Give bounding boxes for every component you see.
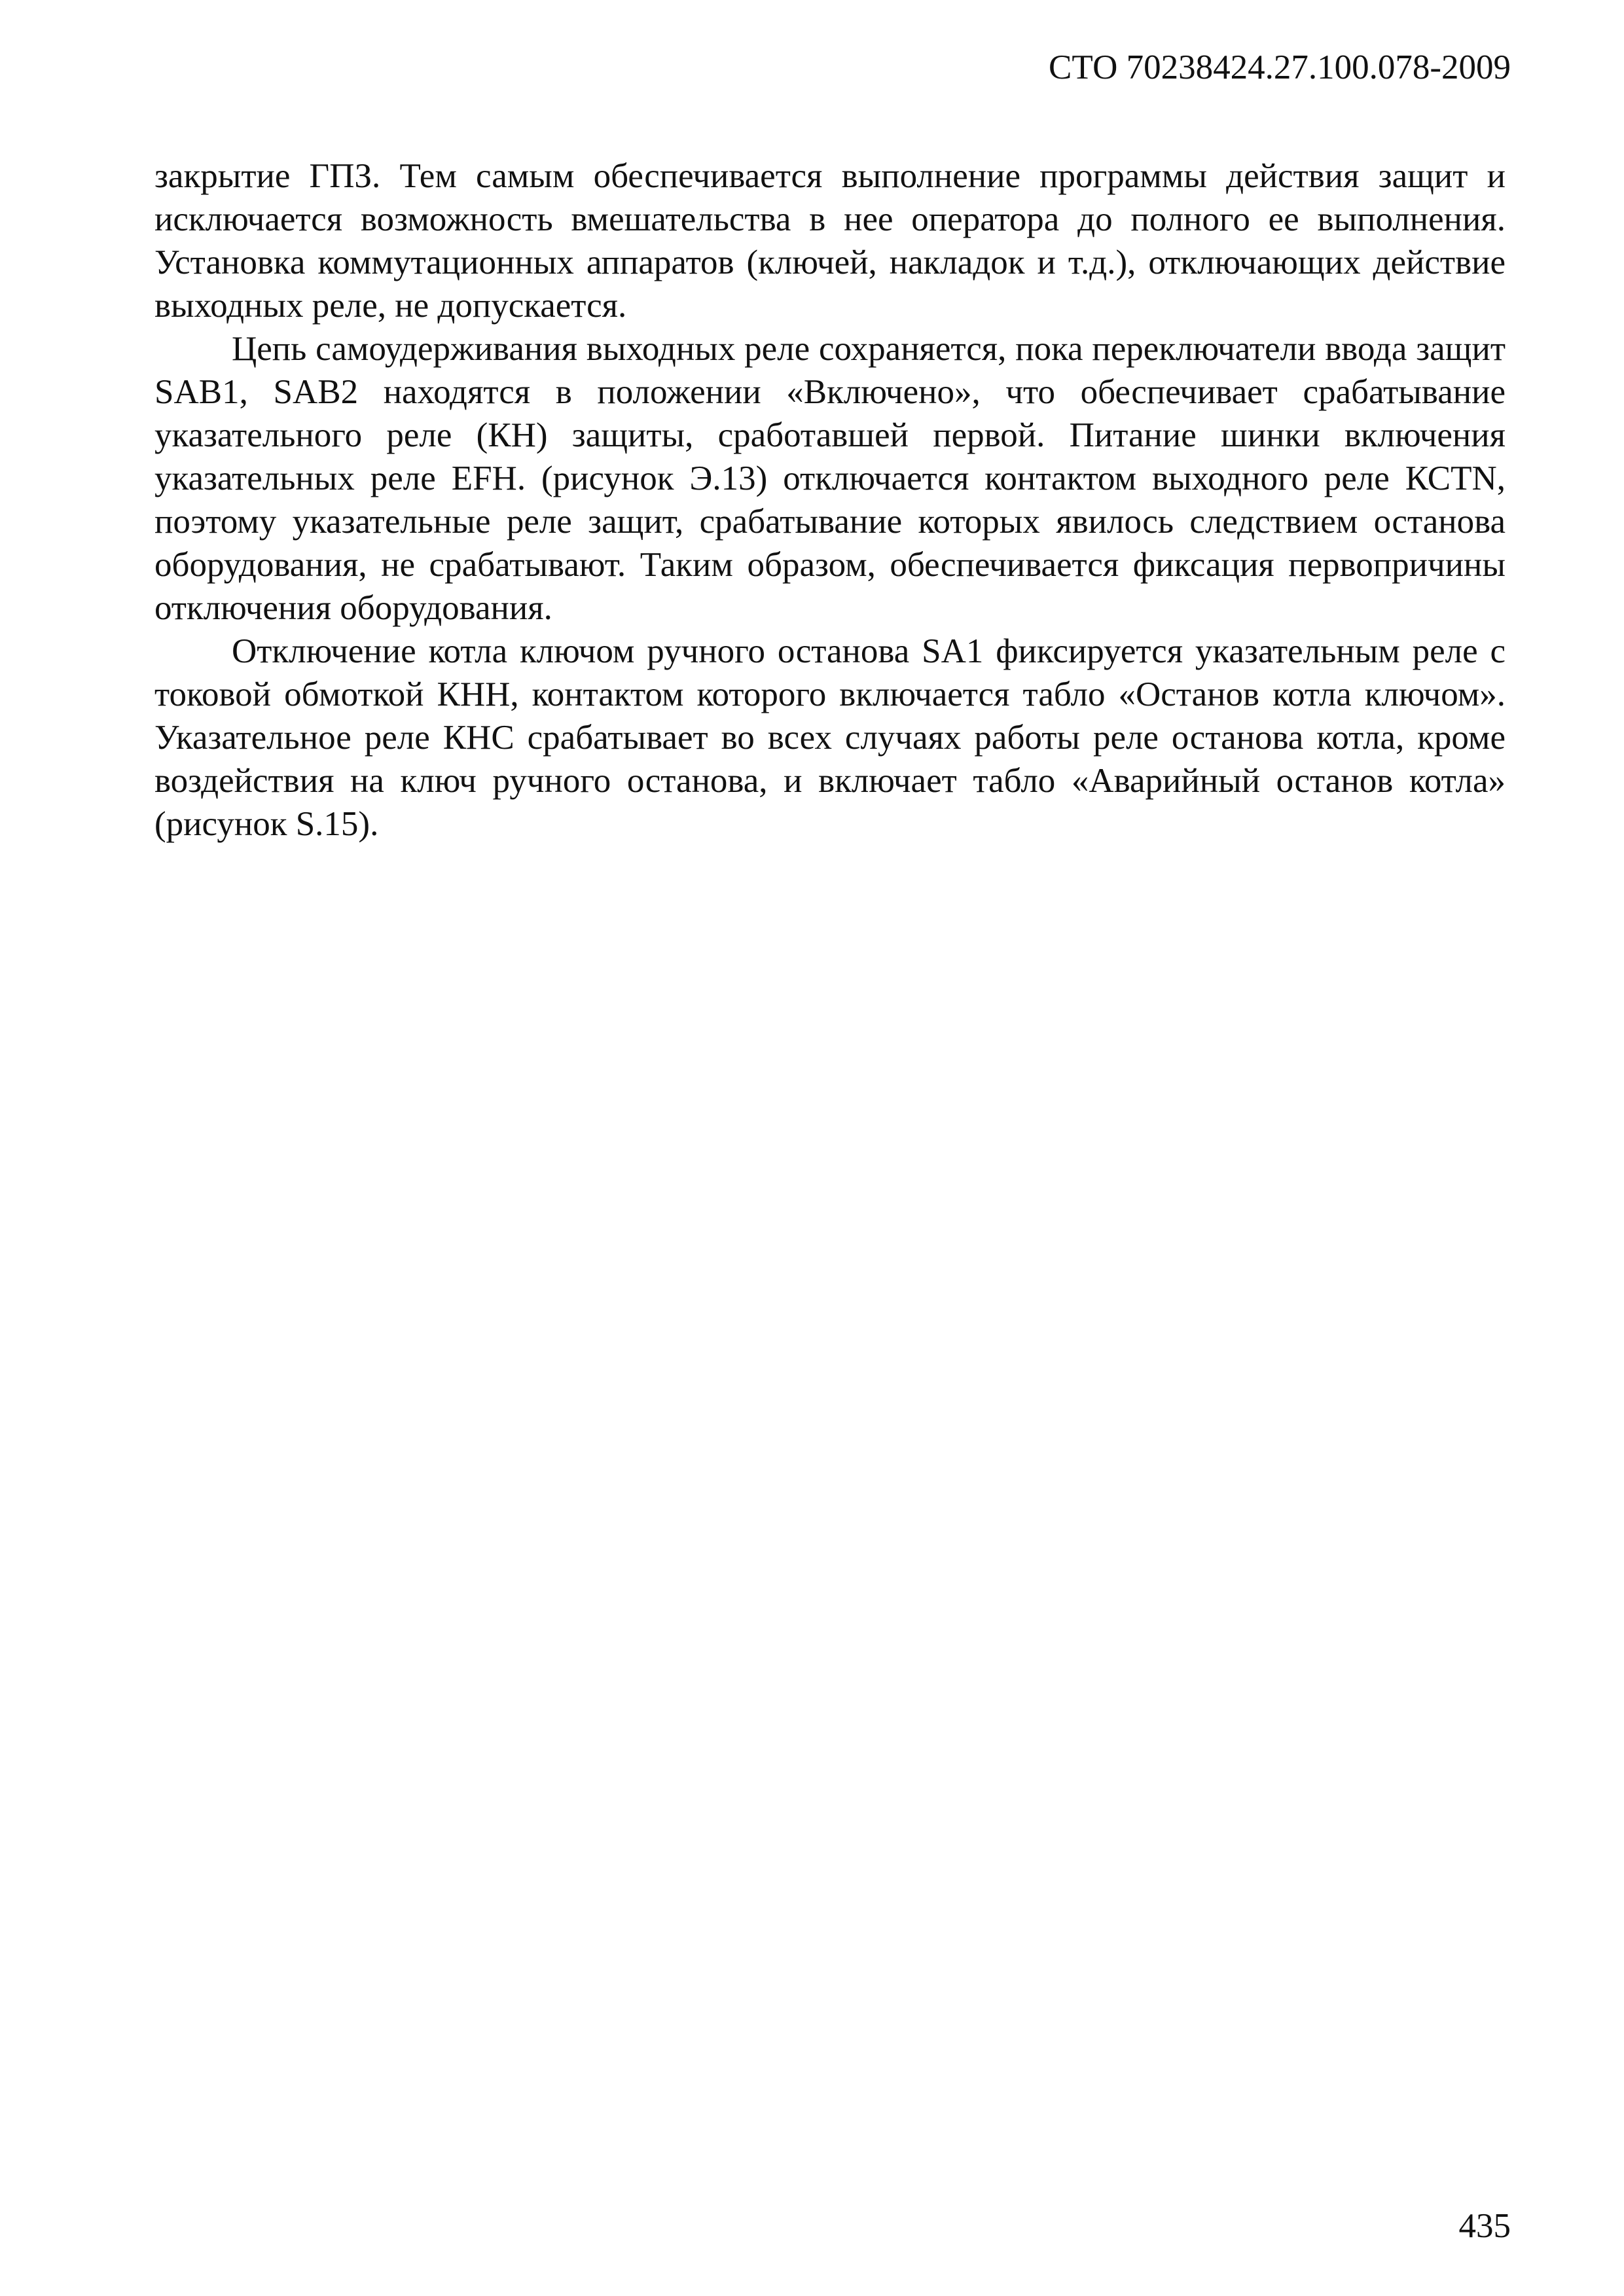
paragraph-3: Отключение котла ключом ручного останова SA1 фиксируется указательным реле с токовой обмоткой КНН, контактом которого включается табло «Останов котла ключом». Указательное реле КНС срабатывает во всех случаях работы реле останова котла, кроме воздействия на ключ ручного останова, и включает табло «Аварийный останов котла» (рисунок S.15). (154, 632, 1506, 843)
document-body (154, 154, 1506, 846)
page-number: 435 (1458, 2207, 1511, 2245)
paragraph-2: Цепь самоудерживания выходных реле сохраняется, пока переключатели ввода защит SAB1, SAB2 находятся в положении «Включено», что обеспечивает срабатывание указательного реле (КН) защиты, сработавшей первой. Питание шинки включения указательных реле EFH. (рисунок Э.13) отключается контактом выходного реле КСТN, поэтому указательные реле защит, срабатывание которых явилось следствием останова оборудования, не срабатывают. Таким образом, обеспечивается фиксация первопричины отключения оборудования. (154, 330, 1506, 627)
paragraph-1: закрытие ГПЗ. Тем самым обеспечивается выполнение программы действия защит и исключается возможность вмешательства в нее оператора до полного ее выполнения. Установка коммутационных аппаратов (ключей, накладок и т.д.), отключающих действие выходных реле, не допускается. (154, 157, 1506, 325)
document-code: СТО 70238424.27.100.078-2009 (1049, 48, 1511, 86)
